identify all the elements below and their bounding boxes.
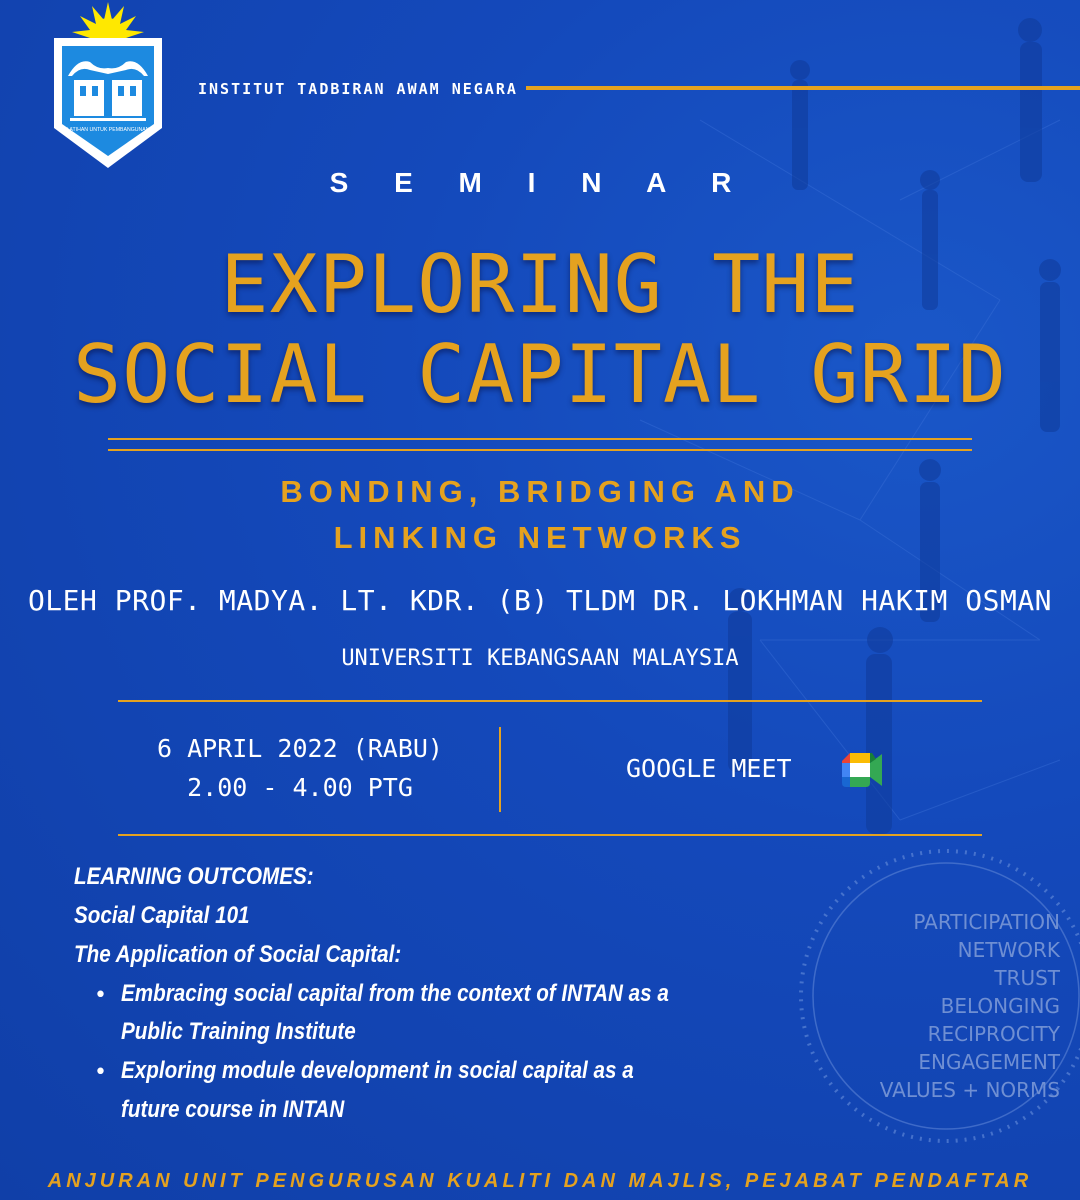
speaker: OLEH PROF. MADYA. LT. KDR. (B) TLDM DR. LOKHMAN HAKIM OSMAN <box>27 584 1053 617</box>
event-time: 2.00 - 4.00 PTG <box>187 773 413 802</box>
bullet-text: future course in INTAN <box>121 1096 345 1123</box>
event-type: S E M I N A R <box>329 167 751 198</box>
values-list <box>880 908 1060 1104</box>
info-divider-vertical <box>499 727 501 812</box>
value-item: BELONGING <box>940 994 1060 1018</box>
affiliation: UNIVERSITI KEBANGSAAN MALAYSIA <box>341 646 739 671</box>
title-divider-bottom <box>108 449 972 451</box>
value-item: PARTICIPATION <box>913 910 1060 934</box>
event-date: 6 APRIL 2022 (RABU) <box>157 734 443 763</box>
value-item: NETWORK <box>957 938 1060 962</box>
logo-motto: LATIHAN UNTUK PEMBANGUNAN <box>66 127 150 133</box>
value-item: VALUES + NORMS <box>879 1078 1060 1102</box>
learning-outcome-item: Social Capital 101 <box>74 902 250 929</box>
value-item: TRUST <box>994 966 1060 990</box>
learning-outcomes-heading: LEARNING OUTCOMES: <box>74 863 314 890</box>
event-platform: GOOGLE MEET <box>626 754 792 783</box>
bullet-icon: • <box>94 1060 107 1085</box>
value-item: ENGAGEMENT <box>918 1050 1060 1074</box>
title-divider-top <box>108 438 972 440</box>
bullet-text: Public Training Institute <box>121 1018 356 1045</box>
learning-outcome-item: The Application of Social Capital: <box>74 941 402 968</box>
bullet-icon: • <box>94 983 107 1008</box>
subtitle-line-2: LINKING NETWORKS <box>333 520 747 555</box>
title-line-2: SOCIAL CAPITAL GRID <box>72 328 1008 421</box>
info-divider-bottom <box>118 834 982 836</box>
intan-logo <box>50 0 166 170</box>
header-divider <box>526 86 1080 90</box>
value-item: RECIPROCITY <box>927 1022 1060 1046</box>
info-divider-top <box>118 700 982 702</box>
bullet-text: Exploring module development in social capital as a <box>121 1057 634 1084</box>
google-meet-icon <box>842 753 884 787</box>
institute-name: INSTITUT TADBIRAN AWAM NEGARA <box>198 80 518 98</box>
subtitle-line-1: BONDING, BRIDGING AND <box>280 474 800 509</box>
bullet-text: Embracing social capital from the context of INTAN as a <box>121 980 669 1007</box>
title-line-1: EXPLORING THE <box>220 238 860 331</box>
organizer-footer: ANJURAN UNIT PENGURUSAN KUALITI DAN MAJLIS, PEJABAT PENDAFTAR <box>47 1170 1033 1192</box>
